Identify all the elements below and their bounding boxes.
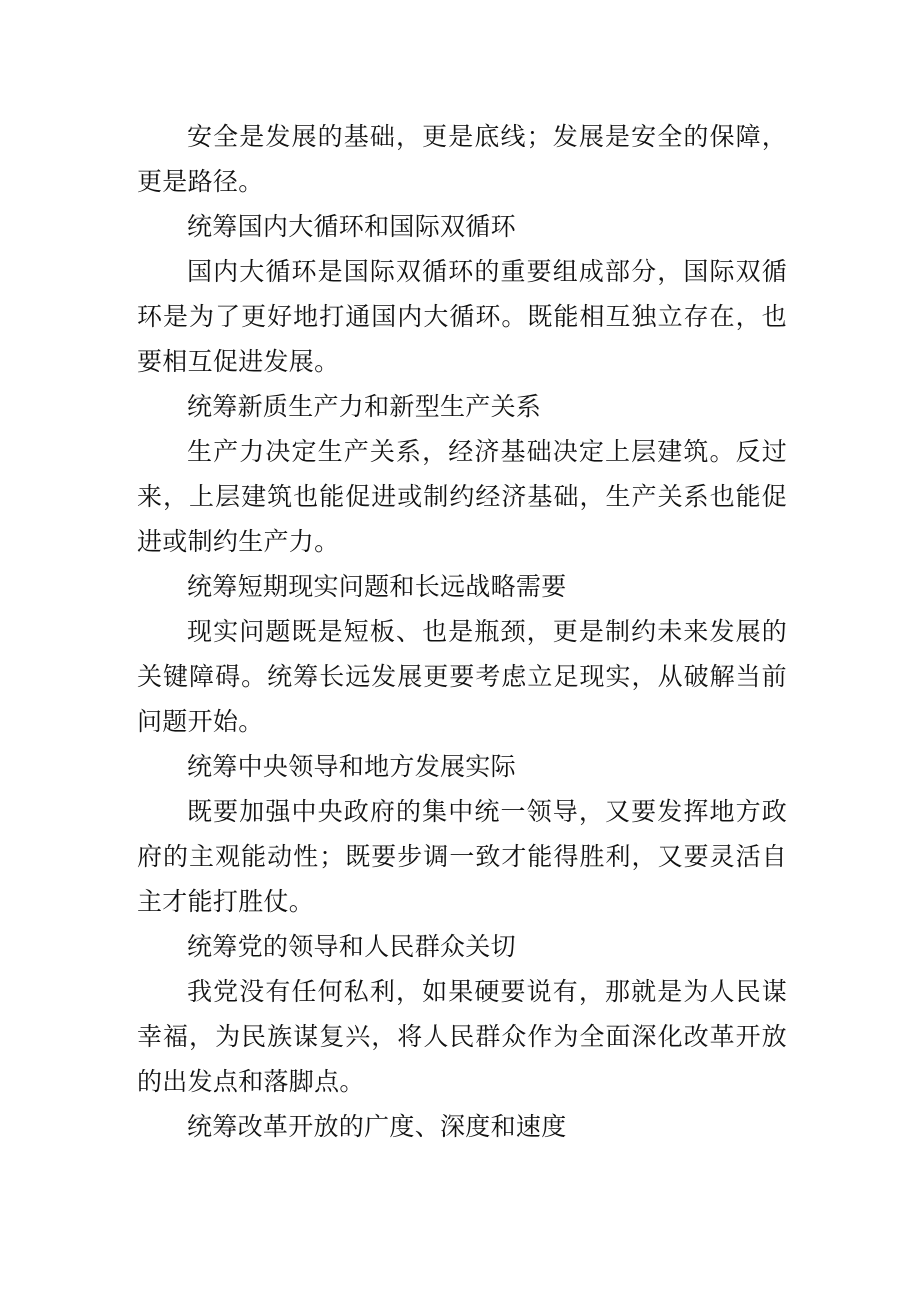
paragraph-security-development: 安全是发展的基础，更是底线；发展是安全的保障，更是路径。: [137, 122, 787, 196]
paragraph-party-people: 我党没有任何私利，如果硬要说有，那就是为人民谋幸福，为民族谋复兴，将人民群众作为全面深化改革开放的出发点和落脚点。: [137, 977, 787, 1096]
heading-dual-circulation: 统筹国内大循环和国际双循环: [187, 212, 516, 241]
heading-reform-scope: 统筹改革开放的广度、深度和速度: [187, 1112, 567, 1141]
paragraph-productive-forces: 生产力决定生产关系，经济基础决定上层建筑。反过来，上层建筑也能促进或制约经济基础，生产关系也能促进或制约生产力。: [137, 437, 787, 556]
paragraph-dual-circulation: 国内大循环是国际双循环的重要组成部分，国际双循环是为了更好地打通国内大循环。既能相互独立存在，也要相互促进发展。: [137, 257, 787, 376]
document-body: [137, 114, 787, 1149]
heading-productive-forces: 统筹新质生产力和新型生产关系: [187, 392, 542, 421]
heading-central-local: 统筹中央领导和地方发展实际: [187, 752, 516, 781]
heading-party-people: 统筹党的领导和人民群众关切: [187, 932, 516, 961]
heading-short-long-term: 统筹短期现实问题和长远战略需要: [187, 572, 567, 601]
paragraph-short-long-term: 现实问题既是短板、也是瓶颈，更是制约未来发展的关键障碍。统筹长远发展更要考虑立足现实，从破解当前问题开始。: [137, 617, 787, 736]
paragraph-central-local: 既要加强中央政府的集中统一领导，又要发挥地方政府的主观能动性；既要步调一致才能得胜利，又要灵活自主才能打胜仗。: [137, 797, 787, 916]
